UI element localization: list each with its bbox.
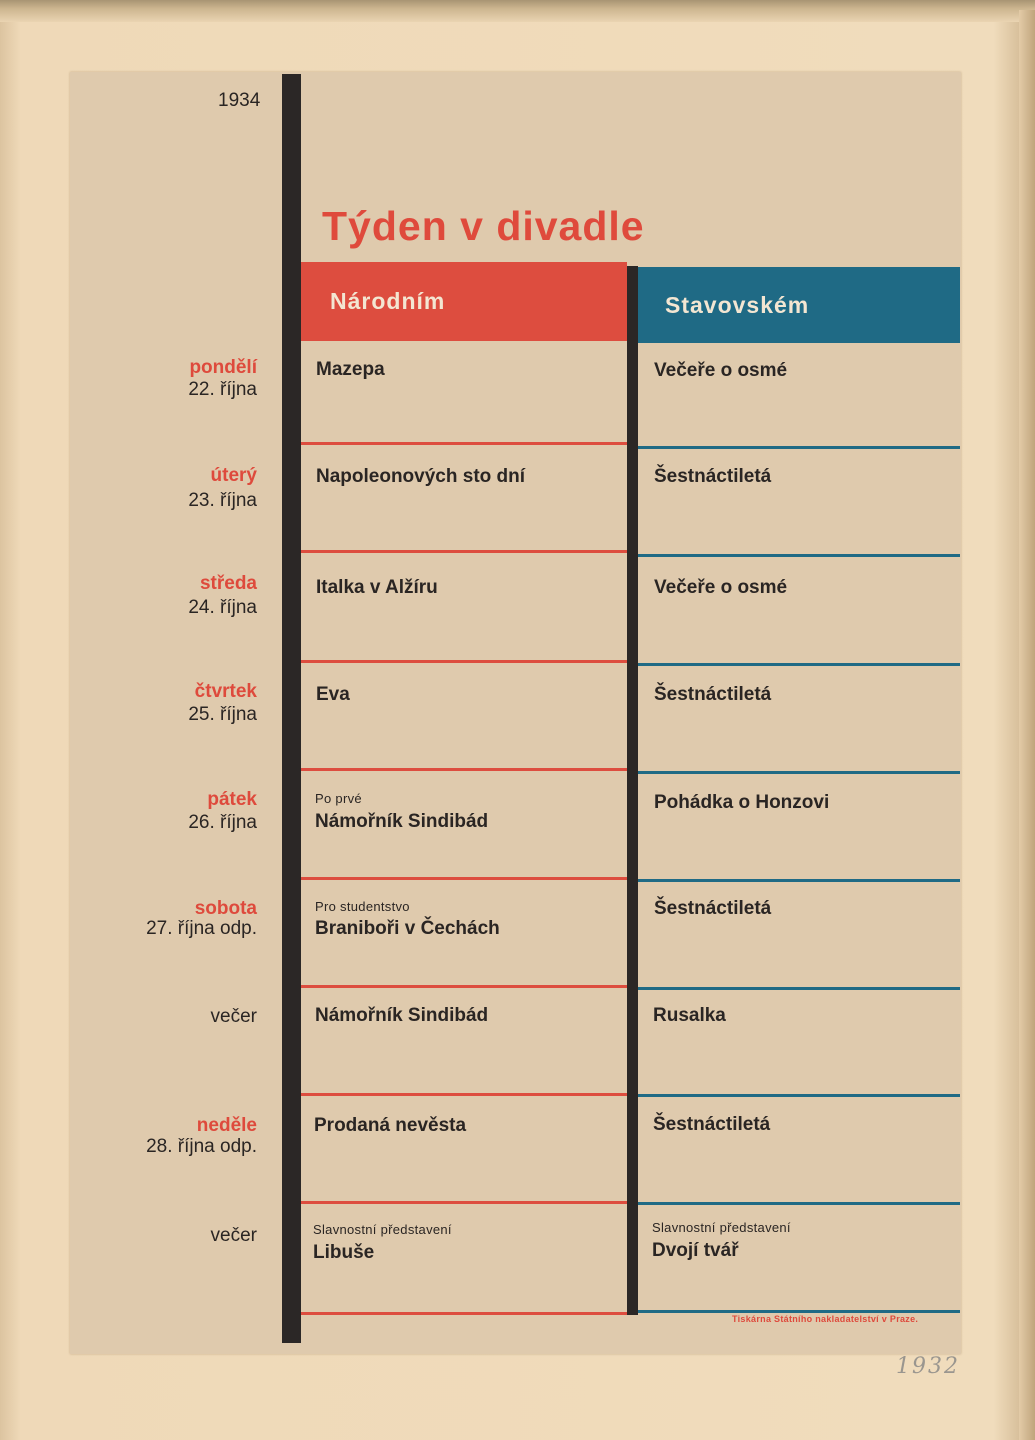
red-divider bbox=[301, 660, 627, 663]
day-label: pondělí bbox=[189, 357, 257, 378]
blue-divider bbox=[638, 663, 960, 666]
album-top-edge bbox=[0, 0, 1035, 22]
blue-divider bbox=[638, 554, 960, 557]
estates-play: Šestnáctiletá bbox=[654, 898, 772, 919]
red-divider bbox=[301, 877, 627, 880]
header-national-label: Národním bbox=[330, 288, 446, 314]
date-label: 24. října bbox=[188, 597, 257, 618]
national-play: Prodaná nevěsta bbox=[314, 1115, 467, 1136]
red-divider bbox=[301, 985, 627, 988]
estates-note: Slavnostní představení bbox=[652, 1220, 791, 1235]
date-label: 23. října bbox=[188, 490, 257, 511]
day-label: čtvrtek bbox=[194, 681, 257, 702]
estates-play: Večeře o osmé bbox=[654, 360, 788, 381]
estates-play: Rusalka bbox=[653, 1005, 726, 1026]
date-label: 27. října odp. bbox=[146, 918, 257, 939]
national-play: Napoleonových sto dní bbox=[316, 466, 526, 487]
date-label: večer bbox=[210, 1225, 257, 1246]
header-national-theater bbox=[301, 262, 627, 341]
day-label: sobota bbox=[194, 898, 257, 919]
estates-play: Šestnáctiletá bbox=[653, 1114, 771, 1135]
estates-play: Šestnáctiletá bbox=[654, 684, 772, 705]
album-right-edge bbox=[1019, 10, 1035, 1440]
blue-divider bbox=[638, 879, 960, 882]
national-play: Mazepa bbox=[316, 359, 385, 380]
date-label: 25. října bbox=[188, 704, 257, 725]
poster-title: Týden v divadle bbox=[322, 203, 645, 249]
estates-play: Dvojí tvář bbox=[652, 1240, 739, 1261]
red-divider bbox=[301, 442, 627, 445]
blue-divider bbox=[638, 771, 960, 774]
handwritten-year: 1932 bbox=[896, 1354, 960, 1379]
day-label: pátek bbox=[207, 789, 257, 810]
date-label: večer bbox=[210, 1006, 257, 1027]
header-estates-theater bbox=[638, 267, 960, 343]
blue-divider bbox=[638, 1202, 960, 1205]
red-divider bbox=[301, 1093, 627, 1096]
left-black-bar bbox=[282, 74, 301, 1343]
national-play: Libuše bbox=[313, 1242, 375, 1263]
national-note: Pro studentstvo bbox=[315, 899, 410, 914]
day-label: neděle bbox=[196, 1115, 257, 1136]
estates-play: Pohádka o Honzovi bbox=[654, 792, 830, 813]
year: 1934 bbox=[218, 90, 261, 111]
blue-divider bbox=[638, 446, 960, 449]
day-label: úterý bbox=[210, 465, 257, 486]
blue-divider bbox=[638, 1310, 960, 1313]
blue-divider bbox=[638, 1094, 960, 1097]
red-divider bbox=[301, 768, 627, 771]
estates-play: Šestnáctiletá bbox=[654, 466, 772, 487]
header-estates-label: Stavovském bbox=[665, 292, 810, 318]
national-note: Slavnostní představení bbox=[313, 1222, 452, 1237]
estates-play: Večeře o osmé bbox=[654, 577, 788, 598]
printer-imprint: Tiskárna Státního nakladatelství v Praze. bbox=[732, 1314, 919, 1324]
date-label: 26. října bbox=[188, 812, 257, 833]
national-note: Po prvé bbox=[315, 791, 362, 806]
date-label: 22. října bbox=[188, 379, 257, 400]
national-play: Eva bbox=[316, 684, 350, 705]
national-play: Námořník Sindibád bbox=[315, 811, 489, 832]
national-play: Italka v Alžíru bbox=[316, 577, 438, 598]
red-divider bbox=[301, 1201, 627, 1204]
national-play: Braniboři v Čechách bbox=[315, 918, 500, 939]
red-divider bbox=[301, 550, 627, 553]
day-label: středa bbox=[199, 573, 257, 594]
date-label: 28. října odp. bbox=[146, 1136, 257, 1157]
red-divider bbox=[301, 1312, 627, 1315]
blue-divider bbox=[638, 987, 960, 990]
center-black-bar bbox=[627, 266, 638, 1315]
national-play: Námořník Sindibád bbox=[315, 1005, 489, 1026]
